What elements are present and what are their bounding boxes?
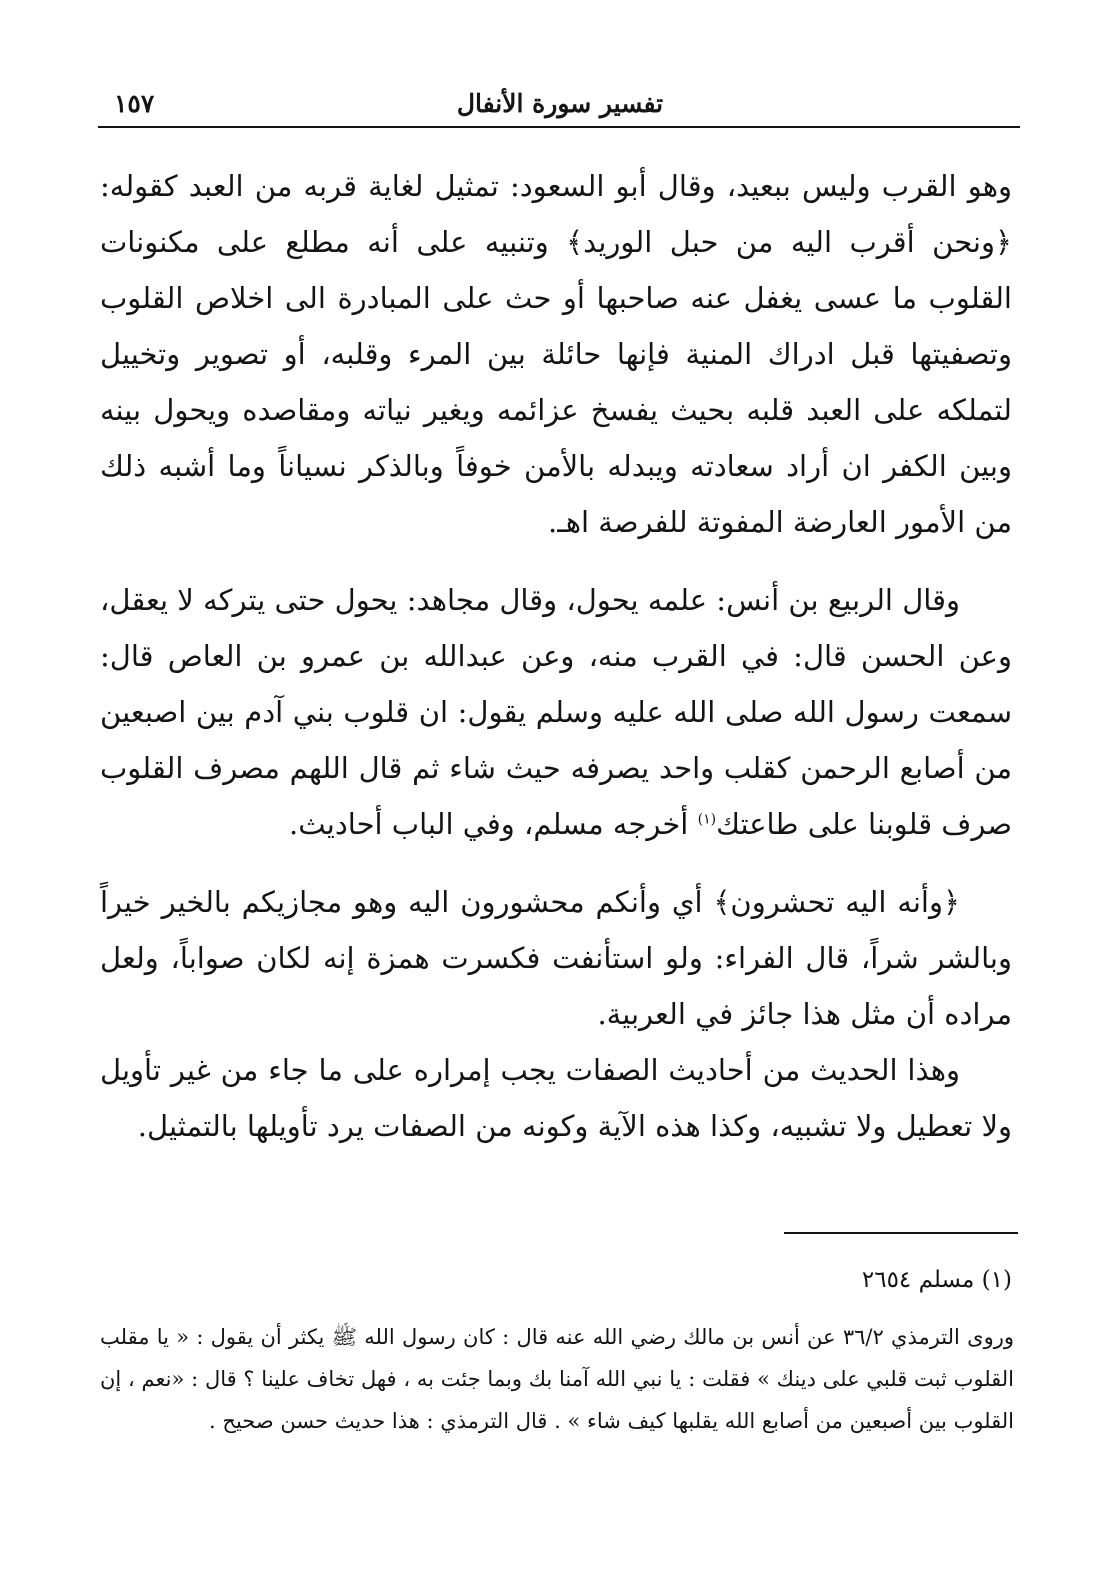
chapter-title: تفسير سورة الأنفال (456, 89, 664, 118)
footnote-paragraph: وروى الترمذي ٣٦/٢ عن أنس بن مالك رضي الله عنه قال : كان رسول الله ﷺ يكثر أن يقول : « يا مقلب القلوب ثبت قلبي على دينك » فقلت : يا نبي الله آمنا بك وبما جئت به ، فهل تخاف علينا ؟ قال : «نعم ، إن القلوب بين أصبعين من أصابع الله يقلبها كيف شاء » . قال الترمذي : هذا حديث حسن صحيح . (100, 1325, 1014, 1433)
footnote-reference: (١) مسلم ٢٦٥٤ (861, 1267, 1012, 1293)
paragraph: ﴿وأنه اليه تحشرون﴾ أي وأنكم محشورون اليه وهو مجازيكم بالخير خيراً وبالشر شراً، قال الفراء: ولو استأنفت فكسرت همزة إنه لكان صواباً، ولعل مراده أن مثل هذا جائز في العربية. (100, 885, 1012, 1031)
paragraph (100, 572, 1012, 852)
paragraph-text: أخرجه مسلم، وفي الباب أحاديث. (289, 807, 689, 841)
page-number: ١٥٧ (114, 89, 155, 118)
header-divider (98, 126, 1020, 128)
running-header (100, 86, 1020, 128)
footnote-marker: (١) (697, 811, 717, 828)
footnote-text (100, 1316, 1014, 1442)
main-text (100, 158, 1012, 1154)
footnote-divider (784, 1232, 1018, 1234)
paragraph: وهذا الحديث من أحاديث الصفات يجب إمراره على ما جاء من غير تأويل ولا تعطيل ولا تشبيه، وكذا هذه الآية وكونه من الصفات يرد تأويلها بالتمثيل. (100, 1053, 1012, 1143)
paragraph: وهو القرب وليس ببعيد، وقال أبو السعود: تمثيل لغاية قربه من العبد كقوله: ﴿ونحن أقرب اليه من حبل الوريد﴾ وتنبيه على أنه مطلع على مكنونات القلوب ما عسى يغفل عنه صاحبها أو حث على المبادرة الى اخلاص القلوب وتصفيتها قبل ادراك المنية فإنها حائلة بين المرء وقلبه، أو تصوير وتخييل لتملكه على العبد قلبه بحيث يفسخ عزائمه ويغير نياته ومقاصده ويحول بينه وبين الكفر ان أراد سعادته ويبدله بالأمن خوفاً وبالذكر نسياناً وما أشبه ذلك من الأمور العارضة المفوتة للفرصة اهـ. (100, 169, 1012, 539)
paragraph-text: وقال الربيع بن أنس: علمه يحول، وقال مجاهد: يحول حتى يتركه لا يعقل، وعن الحسن قال: في القرب منه، وعن عبدالله بن عمرو بن العاص قال: سمعت رسول الله صلى الله عليه وسلم يقول: ان قلوب بني آدم بين اصبعين من أصابع الرحمن كقلب واحد يصرفه حيث شاء ثم قال اللهم مصرف القلوب صرف قلوبنا على طاعتك (100, 583, 1012, 841)
